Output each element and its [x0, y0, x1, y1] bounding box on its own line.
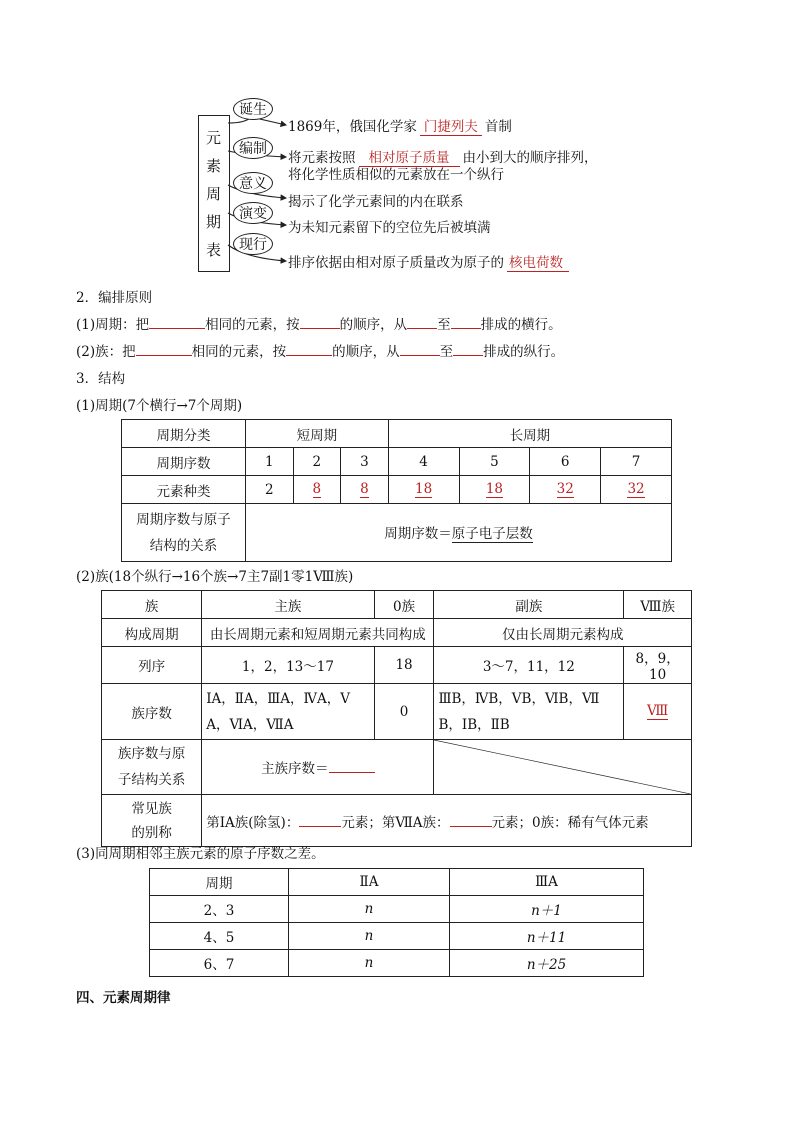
tag-compile: 编制	[233, 137, 273, 159]
tag-meaning: 意义	[233, 172, 273, 194]
period-table: 周期分类 短周期 长周期 周期序数 1 2 3 4 5 6 7 元素种类 2 8 8 18 18 32 32 周期序数与原子 结构的关系 周期序数＝原子电子层数	[121, 419, 672, 562]
section4-heading: 四、元素周期律	[76, 990, 171, 1006]
diagonal-cell	[434, 740, 691, 794]
diagram-row-evolution: 为未知元素留下的空位先后被填满	[288, 220, 491, 236]
section2-heading: 2．编排原则	[76, 290, 153, 306]
tag-evolution: 演变	[233, 202, 273, 224]
group-principle: (2)族：把 相同的元素，按 的顺序，从 至 排成的纵行。	[76, 344, 565, 360]
vertical-label: 元 素 周 期 表	[206, 129, 222, 259]
section3-heading: 3．结构	[76, 371, 126, 387]
diff-caption: (3)同周期相邻主族元素的原子序数之差。	[76, 846, 325, 862]
diff-table: 周期 ⅡA ⅢA 2、3 n n＋1 4、5 n n＋11 6、7 n n＋25	[149, 868, 644, 977]
period-caption: (1)周期(7个横行→7个周期)	[76, 398, 243, 414]
diagram-row-current: 排序依据由相对原子质量改为原子的 核电荷数	[288, 251, 569, 272]
diagram-row-meaning: 揭示了化学元素间的内在联系	[288, 194, 464, 210]
tag-current: 现行	[233, 233, 273, 255]
group-table: 族 主族 0族 副族 Ⅷ族 构成周期 由长周期元素和短周期元素共同构成 仅由长周期元素构成 列序 1，2，13～17 18 3～7，11，12 8，9，10 族序数 ⅠA，ⅡA，ⅢA，ⅣA，Ⅴ A，ⅥA，ⅦA 0 ⅢB，ⅣB，ⅤB，ⅥB，Ⅶ B，ⅠB，ⅡB Ⅷ 族序数与原 子结构关系 主族序数＝ 常见族 的别称 第ⅠA族(除氢)： 元素；第ⅦA族： 元素；0族：稀有气体元素	[101, 590, 692, 847]
diagram-row-compile-line2: 将化学性质相似的元素放在一个纵行	[288, 167, 504, 183]
group-caption: (2)族(18个纵行→16个族→7主7副1零1Ⅷ族)	[76, 569, 354, 585]
tag-birth: 诞生	[233, 98, 273, 120]
diagram-row-compile: 将元素按照 相对原子质量 由小到大的顺序排列，	[288, 150, 598, 166]
diagram-row-birth: 1869年，俄国化学家 门捷列夫 首制	[288, 119, 512, 135]
period-principle: (1)周期：把 相同的元素，按 的顺序，从 至 排成的横行。	[76, 317, 562, 333]
